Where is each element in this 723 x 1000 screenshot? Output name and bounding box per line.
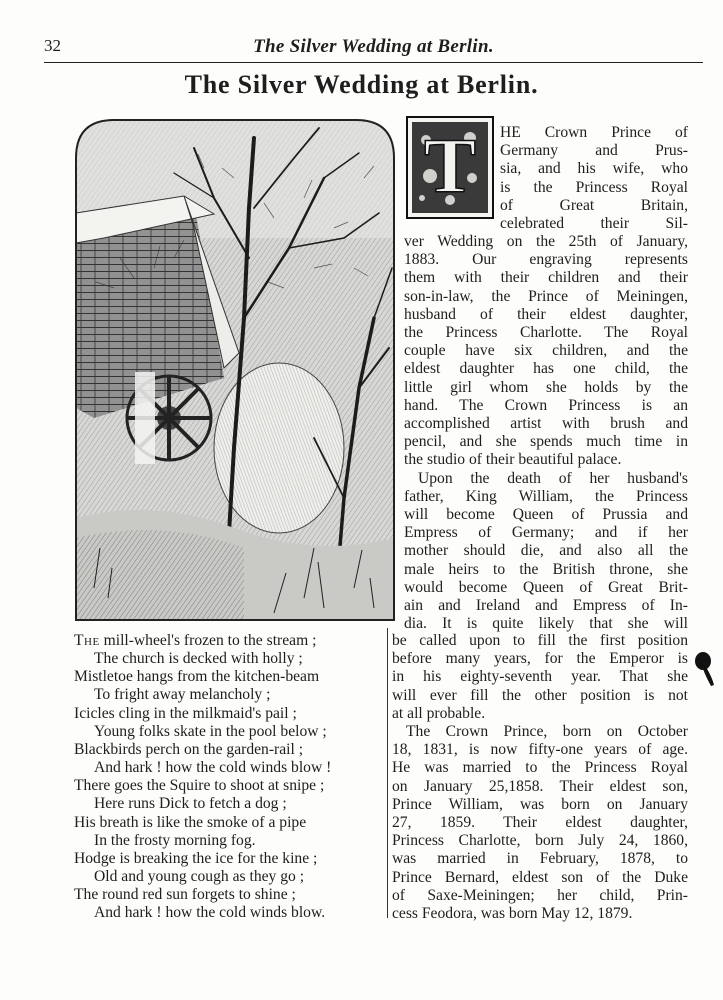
poem-line: Here runs Dick to fetch a dog ;: [94, 795, 287, 813]
poem-line: The church is decked with holly ;: [94, 650, 303, 668]
text-line: Germany and Prus-: [500, 142, 688, 160]
text-line: of Saxe-Meiningen; her child, Prin-: [392, 886, 688, 904]
text-line: at all probable.: [392, 704, 486, 722]
text-line: be called upon to fill the first position: [392, 632, 688, 649]
ink-blot-icon: [694, 651, 716, 687]
text-line: hand. The Crown Princess is an: [404, 396, 688, 414]
text-line: mother should die, and also all the: [404, 542, 688, 560]
text-line: couple have six children, and the: [404, 342, 688, 360]
poem-line: The round red sun forgets to shine ;: [74, 886, 296, 904]
text-line: accomplished artist with brush and: [404, 415, 688, 433]
text-line: eldest daughter has one child, the: [404, 360, 688, 378]
text-line: cess Feodora, was born May 12, 1879.: [392, 905, 633, 923]
text-line: pencil, and she spends much time in: [404, 433, 688, 451]
text-line: 18, 1831, is now fifty-one years of age.: [392, 741, 688, 759]
para1-and-para2: [404, 233, 688, 633]
text-line: 1883. Our engraving represents: [404, 251, 688, 269]
poem-line: [74, 632, 379, 650]
text-line: them with their children and their: [404, 269, 688, 287]
poem-line: Old and young cough as they go ;: [94, 868, 305, 886]
text-line: will ever fill the other position is not: [392, 686, 688, 704]
poem-line: Young folks skate in the pool below ;: [94, 722, 327, 740]
text-line: Upon the death of her husband's: [418, 469, 688, 487]
text-line: on January 25,1858. Their eldest son,: [392, 777, 688, 795]
poem-line: To fright away melancholy ;: [94, 686, 271, 704]
text-line: ain and Ireland and Empress of In-: [404, 597, 688, 615]
running-title: The Silver Wedding at Berlin.: [253, 36, 494, 57]
poem-line: Blackbirds perch on the garden-rail ;: [74, 740, 304, 758]
text-line: The Crown Prince, born on October: [406, 723, 688, 741]
text-line: is the Princess Royal: [500, 178, 688, 196]
text-line: would become Queen of Great Brit-: [404, 578, 688, 596]
text-line: was married in February, 1878, to: [392, 850, 688, 868]
text-line: Prince William, was born on January: [392, 795, 688, 813]
poem-line: Hodge is breaking the ice for the kine ;: [74, 849, 318, 867]
para2-cont-and-para3: [392, 632, 688, 923]
poem-line: There goes the Squire to shoot at snipe ;: [74, 777, 325, 795]
text-line: celebrated their Sil-: [500, 215, 688, 233]
para1-beside-dropcap: [500, 124, 688, 233]
text-line: Prince Bernard, eldest son of the Duke: [392, 868, 688, 886]
text-line: father, King William, the Princess: [404, 487, 688, 505]
poem-line: And hark ! how the cold winds blow !: [94, 759, 332, 777]
page-number: 32: [44, 36, 61, 55]
poem: [74, 632, 379, 923]
poem-first-word: The: [74, 632, 100, 649]
text-line: He was married to the Princess Royal: [392, 759, 688, 777]
poem-line: And hark ! how the cold winds blow.: [94, 904, 326, 922]
column-divider: [387, 628, 388, 918]
poem-line: His breath is like the smoke of a pipe: [74, 813, 307, 831]
text-line: sia, and his wife, who: [500, 160, 688, 178]
text-line: the studio of their beautiful palace.: [404, 451, 622, 469]
winter-mill-engraving: [74, 118, 396, 622]
text-line: before many years, for the Emperor is: [392, 650, 688, 668]
header-rule: [44, 62, 703, 63]
drop-cap-letter: T: [423, 122, 477, 209]
text-line: Princess Charlotte, born July 24, 1860,: [392, 832, 688, 850]
text-line: Empress of Germany; and if her: [404, 524, 688, 542]
text-line: will become Queen of Prussia and: [404, 506, 688, 524]
text-line: HE Crown Prince of: [500, 124, 688, 141]
text-line: the Princess Charlotte. The Royal: [404, 324, 688, 342]
text-line: little girl whom she holds by the: [404, 378, 688, 396]
text-line: in his eighty-seventh year. That she: [392, 668, 688, 686]
poem-first-line-rest: mill-wheel's frozen to the stream ;: [99, 632, 317, 649]
text-line: male heirs to the British throne, she: [404, 560, 688, 578]
text-line: 27, 1859. Their eldest daughter,: [392, 814, 688, 832]
poem-line: Icicles cling in the milkmaid's pail ;: [74, 704, 297, 722]
ornamental-drop-cap: [406, 116, 494, 219]
text-line: of Great Britain,: [500, 196, 688, 214]
text-line: husband of their eldest daughter,: [404, 305, 688, 323]
text-line: ver Wedding on the 25th of January,: [404, 233, 688, 250]
text-line: son-in-law, the Prince of Meiningen,: [404, 287, 688, 305]
text-line: dia. It is quite likely that she will: [404, 615, 688, 633]
poem-line: Mistletoe hangs from the kitchen-beam: [74, 668, 320, 686]
article-title: The Silver Wedding at Berlin.: [184, 70, 539, 99]
running-head: [44, 36, 703, 60]
poem-line: In the frosty morning fog.: [94, 831, 256, 849]
